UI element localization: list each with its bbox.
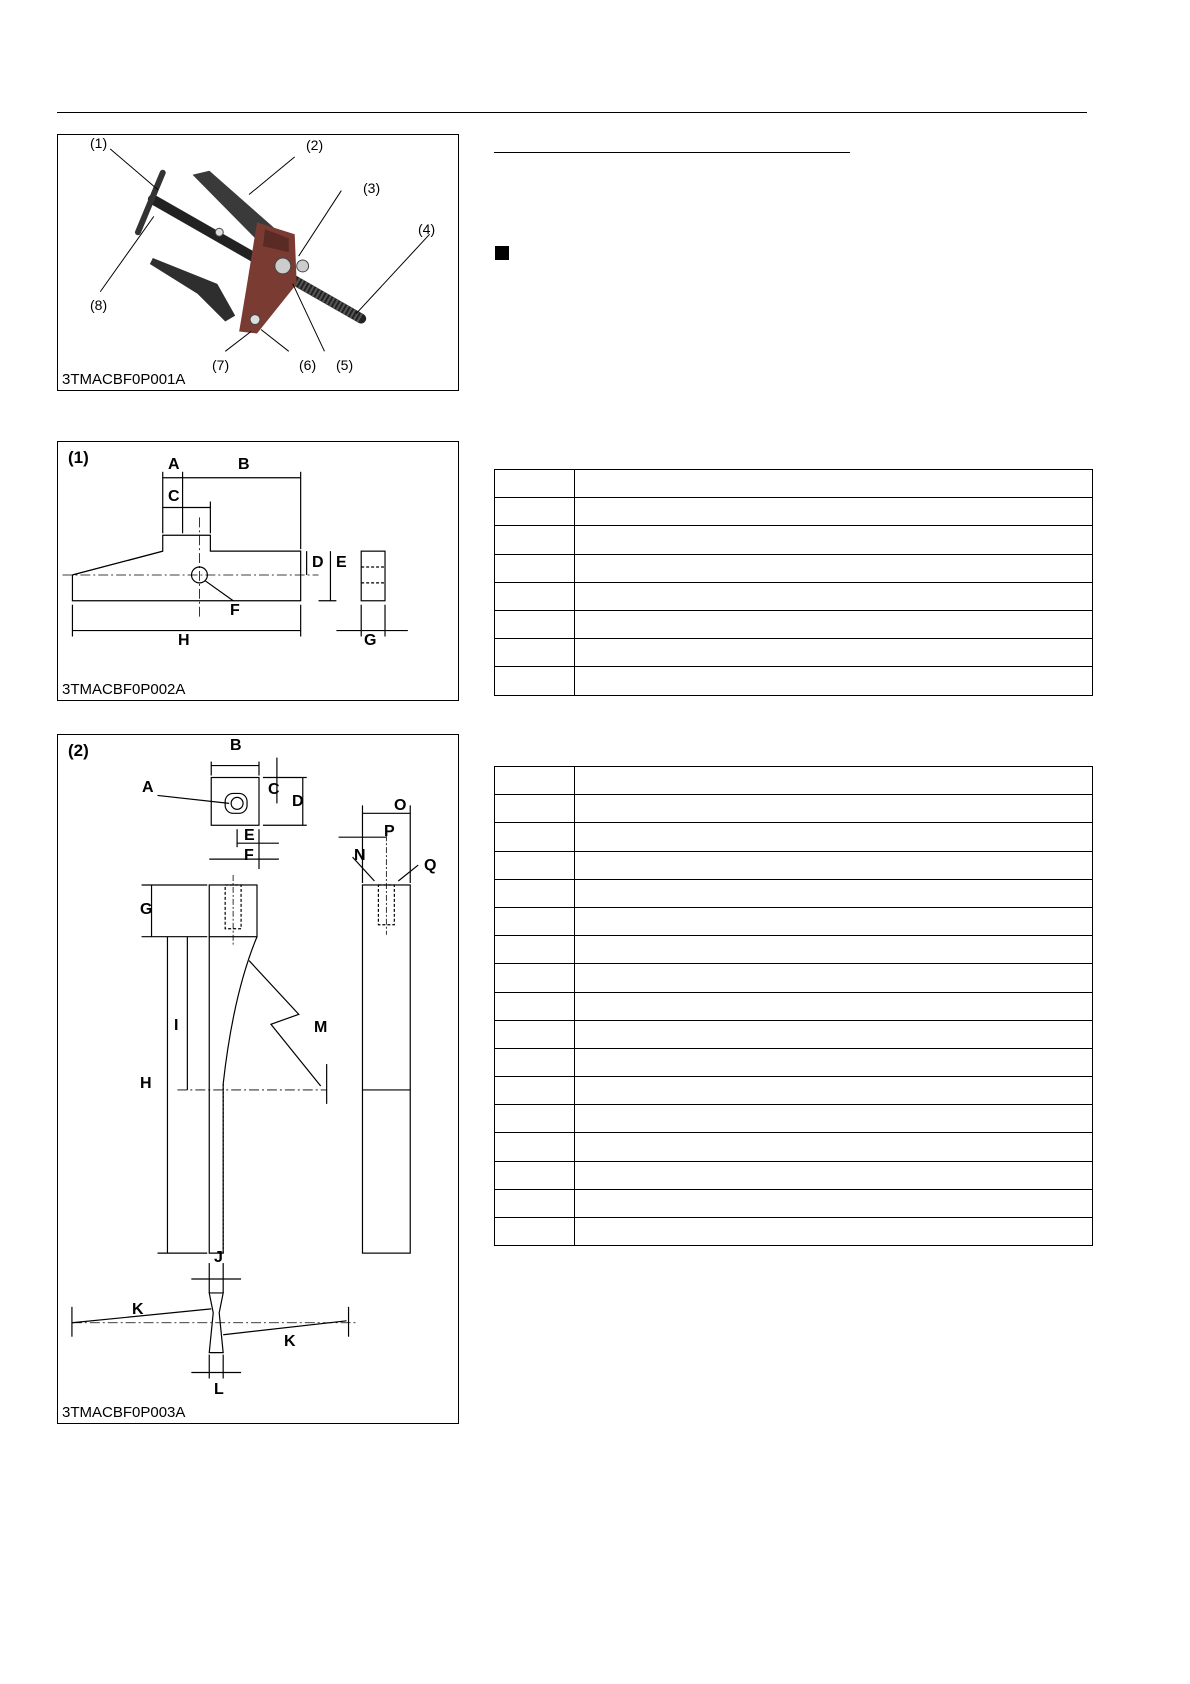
dim-label-h: H	[178, 632, 190, 649]
table-row	[495, 1161, 1093, 1189]
callout-4: (4)	[418, 221, 436, 237]
dim-label-k: K	[284, 1333, 296, 1350]
section-bullet-icon	[495, 246, 509, 260]
table-row	[495, 498, 1093, 526]
table-row	[495, 767, 1093, 795]
table-row	[495, 964, 1093, 992]
table-cell-value	[575, 1077, 1093, 1105]
table-cell-value	[575, 1105, 1093, 1133]
dim-label-d: D	[292, 793, 304, 810]
callout-7: (7)	[212, 357, 230, 373]
table-row	[495, 907, 1093, 935]
table-cell-value	[575, 851, 1093, 879]
table-row	[495, 1218, 1093, 1246]
spec-table-part1	[494, 469, 1093, 696]
table-cell-key	[495, 639, 575, 667]
table-row	[495, 582, 1093, 610]
table-cell-value	[575, 1048, 1093, 1076]
table-cell-key	[495, 1048, 575, 1076]
figure-id: (2)	[68, 741, 89, 760]
table-cell-key	[495, 1189, 575, 1217]
table-row	[495, 610, 1093, 638]
table-cell-key	[495, 1020, 575, 1048]
callout-5: (5)	[336, 357, 354, 373]
dim-label-n: N	[354, 847, 366, 864]
table-cell-value	[575, 1189, 1093, 1217]
table-cell-key	[495, 1133, 575, 1161]
table-cell-key	[495, 1161, 575, 1189]
table-cell-value	[575, 936, 1093, 964]
table-cell-value	[575, 582, 1093, 610]
dim-label-h: H	[140, 1075, 152, 1092]
table-cell-value	[575, 1133, 1093, 1161]
table-cell-key	[495, 1218, 575, 1246]
table-cell-value	[575, 554, 1093, 582]
table-cell-key	[495, 610, 575, 638]
dim-label-e: E	[244, 827, 255, 844]
callout-8: (8)	[90, 297, 108, 313]
table-cell-key	[495, 851, 575, 879]
table-cell-value	[575, 767, 1093, 795]
dim-label-f: F	[230, 602, 240, 619]
table-row	[495, 1020, 1093, 1048]
figure-puller-photo	[57, 134, 459, 391]
figure-id: (1)	[68, 448, 89, 467]
callout-6: (6)	[299, 357, 317, 373]
dim-label-e: E	[336, 554, 347, 571]
dim-label-a: A	[142, 779, 154, 796]
table-cell-value	[575, 879, 1093, 907]
dim-label-g: G	[364, 632, 377, 649]
table-cell-value	[575, 795, 1093, 823]
dim-label-g: G	[140, 901, 153, 918]
table-cell-key	[495, 795, 575, 823]
puller-illustration	[58, 135, 458, 390]
table-cell-value	[575, 610, 1093, 638]
callout-3: (3)	[363, 180, 381, 196]
dim-label-b: B	[238, 456, 250, 473]
dim-label-o: O	[394, 797, 407, 814]
table-cell-key	[495, 936, 575, 964]
table-row	[495, 470, 1093, 498]
table-row	[495, 1077, 1093, 1105]
table-cell-key	[495, 964, 575, 992]
table-row	[495, 936, 1093, 964]
table-cell-key	[495, 554, 575, 582]
dim-label-a: A	[168, 456, 180, 473]
table-cell-value	[575, 823, 1093, 851]
dim-label-f: F	[244, 847, 254, 864]
table-cell-value	[575, 498, 1093, 526]
dim-label-c: C	[168, 488, 180, 505]
table-cell-key	[495, 582, 575, 610]
table-cell-key	[495, 526, 575, 554]
table-row	[495, 1189, 1093, 1217]
table-cell-key	[495, 1077, 575, 1105]
dim-label-q: Q	[424, 857, 437, 874]
spec-table-part2	[494, 766, 1093, 1246]
figure-code: 3TMACBF0P003A	[62, 1404, 186, 1421]
table-row	[495, 639, 1093, 667]
table-cell-value	[575, 992, 1093, 1020]
header-rule	[57, 112, 1087, 113]
table-row	[495, 795, 1093, 823]
table-row	[495, 1133, 1093, 1161]
heading-underline	[494, 152, 850, 153]
table-cell-value	[575, 639, 1093, 667]
dim-label-c: C	[268, 781, 280, 798]
table-cell-key	[495, 767, 575, 795]
table-cell-value	[575, 667, 1093, 695]
table-cell-value	[575, 526, 1093, 554]
table-row	[495, 1105, 1093, 1133]
table-cell-value	[575, 470, 1093, 498]
table-cell-value	[575, 907, 1093, 935]
figure-part2-drawing	[57, 734, 459, 1424]
table-cell-key	[495, 907, 575, 935]
dim-label-k: K	[132, 1301, 144, 1318]
table-cell-key	[495, 1105, 575, 1133]
figure-code: 3TMACBF0P001A	[62, 371, 186, 388]
table-row	[495, 879, 1093, 907]
part2-drawing	[58, 735, 458, 1423]
table-cell-key	[495, 823, 575, 851]
table-cell-key	[495, 667, 575, 695]
figure-code: 3TMACBF0P002A	[62, 681, 186, 698]
dim-label-b: B	[230, 737, 242, 754]
table-cell-value	[575, 1161, 1093, 1189]
table-row	[495, 992, 1093, 1020]
table-row	[495, 1048, 1093, 1076]
callout-2: (2)	[306, 137, 324, 153]
table-cell-value	[575, 964, 1093, 992]
table-cell-value	[575, 1020, 1093, 1048]
dim-label-m: M	[314, 1019, 328, 1036]
part1-drawing	[58, 442, 458, 700]
table-cell-key	[495, 498, 575, 526]
table-cell-key	[495, 470, 575, 498]
table-row	[495, 851, 1093, 879]
table-row	[495, 823, 1093, 851]
dim-label-p: P	[384, 823, 395, 840]
table-cell-key	[495, 879, 575, 907]
table-cell-value	[575, 1218, 1093, 1246]
callout-1: (1)	[90, 135, 108, 151]
dim-label-i: I	[174, 1017, 179, 1034]
dim-label-j: J	[214, 1249, 223, 1266]
table-row	[495, 554, 1093, 582]
dim-label-l: L	[214, 1381, 224, 1398]
table-row	[495, 526, 1093, 554]
table-row	[495, 667, 1093, 695]
figure-part1-drawing	[57, 441, 459, 701]
dim-label-d: D	[312, 554, 324, 571]
table-cell-key	[495, 992, 575, 1020]
